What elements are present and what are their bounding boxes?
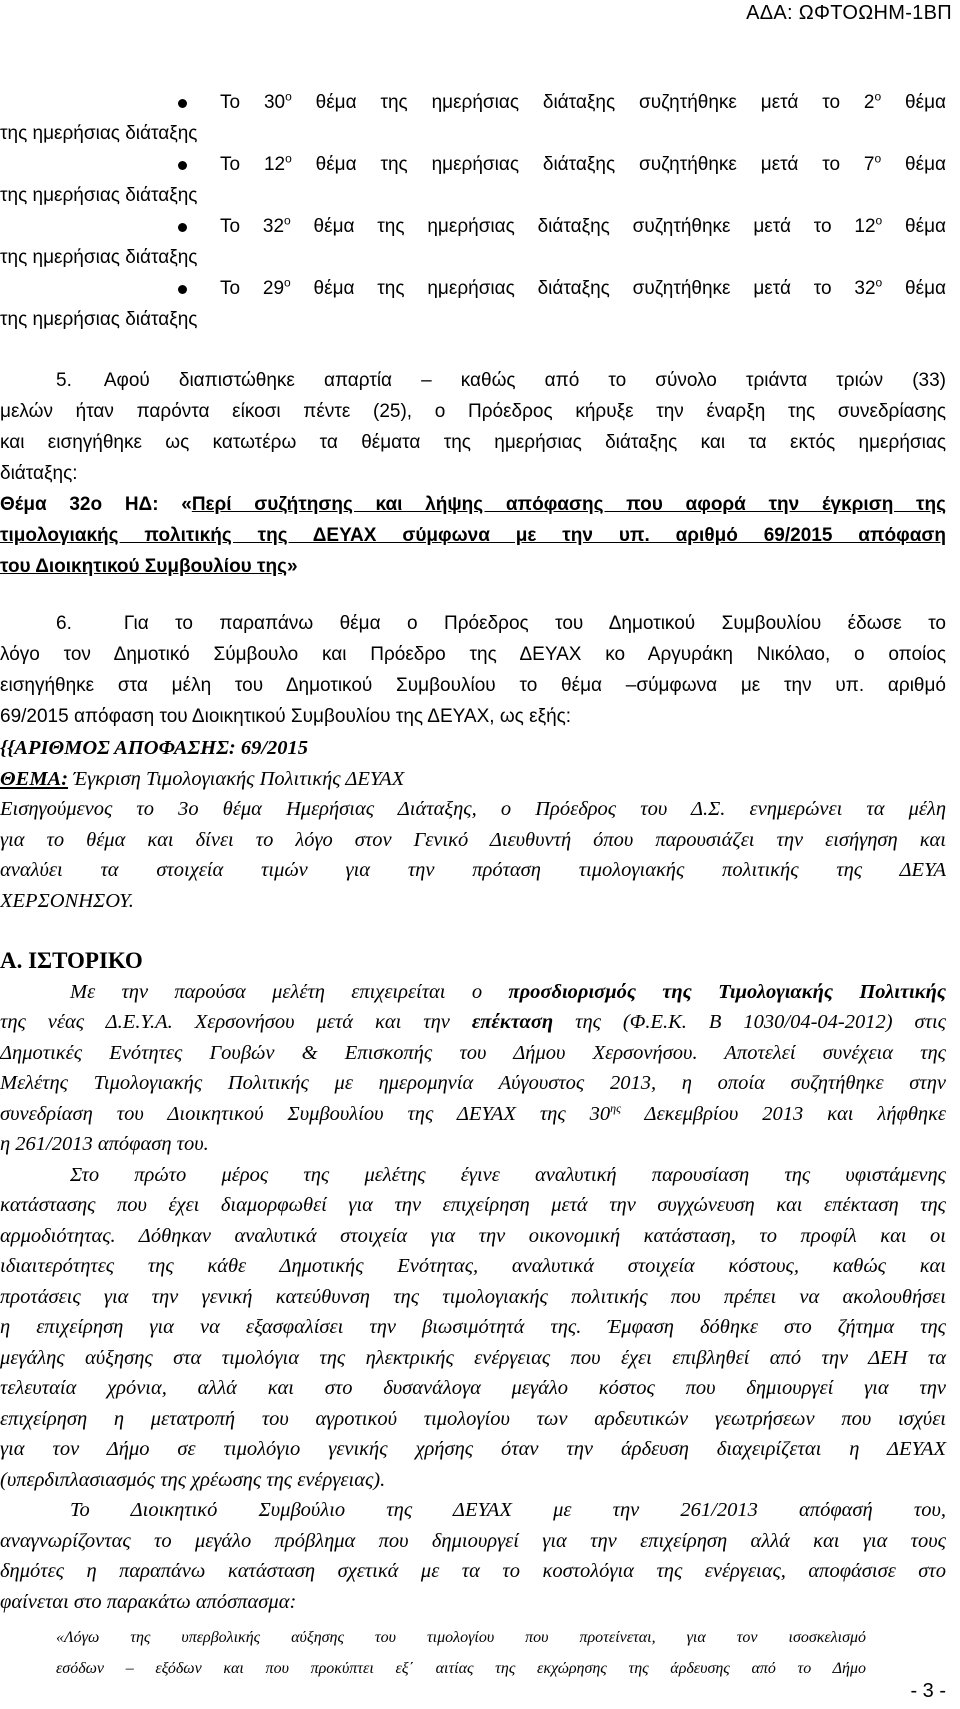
bullet-icon <box>0 212 220 242</box>
bullet-item: Το $29^o$ θέμα της ημερήσιας διάταξης συζητήθηκε μετά το $32^o$ θέμα της ημερήσιας διάταξης <box>0 274 946 335</box>
quote-block: «Λόγω της υπερβολικής αύξησης του τιμολογίου που προτείνεται, για τον ισοσκελισμό εσόδων – εξόδων και που προκύπτει εξ΄ αιτίας της εκχώρησης της άρδευσης από το Δήμο <box>56 1629 866 1677</box>
document-body <box>0 88 946 1684</box>
bullet-item: Το $30^o$ θέμα της ημερήσιας διάταξης συζητήθηκε μετά το $2^o$ θέμα της ημερήσιας διάταξης <box>0 88 946 149</box>
ada-header: ΑΔΑ: ΩΦΤΟΩΗΜ-1ΒΠ <box>746 2 952 24</box>
bullet-continuation: της ημερήσιας διάταξης <box>0 309 198 330</box>
agenda-item-6: 6. Για το παραπάνω θέμα ο Πρόεδρος του Δημοτικού Συμβουλίου έδωσε το λόγο τον Δημοτικό Σύμβουλο και Πρόεδρο της ΔΕΥΑΧ κο Αργυράκη Νικόλαο, ο οποίος εισηγήθηκε στα μέλη του Δημοτικού Συμβουλίου το θέμα –σύμφωνα με την υπ. αριθμό 69/2015 απόφαση του Διοικητικού Συμβουλίου της ΔΕΥΑΧ, ως εξής: <box>0 613 946 727</box>
decision-number: {{ΑΡΙΘΜΟΣ ΑΠΟΦΑΣΗΣ: 69/2015 <box>0 737 309 759</box>
history-section: Α. ΙΣΤΟΡΙΚΟ Με την παρούσα μελέτη επιχειρείται ο προσδιορισμός της Τιμολογιακής Πολιτικής της νέας Δ.Ε.Υ.Α. Χερσονήσου μετά και την επέκταση της (Φ.Ε.Κ. Β 1030/04-04-2012) στις Δημοτικές Ενότητες Γουβών & Επισκοπής του Δήμου Χερσονήσου. Αποτελεί συνέχεια της Μελέτης Τιμολογιακής Πολιτικής με ημερομηνία Αύγουστος 2013, η οποία συζητήθηκε στην συνεδρίαση του Διοικητικού Συμβουλίου της ΔΕΥΑΧ της $30^{\eta\varsigma}$ Δεκεμβρίου 2013 και λήφθηκε η 261/2013 απόφαση του. Στο πρώτο μέρος της μελέτης έγινε αναλυτική παρουσίαση της υφιστάμενης κατάστασης που έχει διαμορφωθεί για την επιχείρηση μετά την συγχώνευση και επέκταση της αρμοδιότητας. Δόθηκαν αναλυτικά στοιχεία για την οικονομική κατάσταση, το προφίλ και οι ιδιαιτερότητες της κάθε Δημοτικής Ενότητας, αναλυτικά στοιχεία κόστους, καθώς και προτάσεις για την γενική κατεύθυνση της τιμολογιακής πολιτικής που πρέπει να ακολουθήσει η επιχείρηση για να εξασφαλίσει την βιωσιμότητά της. Έμφαση δόθηκε στο ζήτημα της μεγάλης αύξησης στα τιμολόγια της ηλεκτρικής ενέργειας που έχει επιβληθεί από την ΔΕΗ τα τελευταία χρόνια, αλλά και στο δυσανάλογα μεγάλο κόστος που δημιουργεί για την επιχείρηση η μετατροπή του αγροτικού τιμολογίου των αρδευτικών γεωτρήσεων που ισχύει για τον Δήμο σε τιμολόγιο γενικής χρήσης όταν την άρδευση διαχειρίζεται η ΔΕΥΑΧ (υπερδιπλασιασμός της χρέωσης της ενέργειας). Το Διοικητικό Συμβούλιο της ΔΕΥΑΧ με την 261/2013 απόφασή του, αναγνωρίζοντας το μεγάλο πρόβλημα που δημιουργεί για την επιχείρηση αλλά και για τους δημότες η παραπάνω κατάσταση σχετικά με τα το κοστολόγια της ενέργειας, αποφάσισε στο φαίνεται στο παρακάτω απόσπασμα: «Λόγω της υπερβολικής αύξησης του τιμολογίου που προτείνεται, για τον ισοσκελισμό εσόδων – εξόδων και που προκύπτει εξ΄ αιτίας της εκχώρησης της άρδευσης από το Δήμο <box>0 946 946 1684</box>
item-number: 6. <box>56 613 72 634</box>
page-number: - 3 - <box>910 1680 946 1702</box>
bullet-item: Το $32^o$ θέμα της ημερήσιας διάταξης συζητήθηκε μετά το $12^o$ θέμα της ημερήσιας διάταξης <box>0 212 946 273</box>
subject-line: Θέμα 32ο ΗΔ: «Περί συζήτησης και λήψης απόφασης που αφορά την έγκριση της <box>0 494 946 515</box>
section-heading: Α. ΙΣΤΟΡΙΚΟ <box>0 948 143 973</box>
bullet-list <box>0 88 946 335</box>
decision-block: {{ΑΡΙΘΜΟΣ ΑΠΟΦΑΣΗΣ: 69/2015 ΘΕΜΑ: Έγκριση Τιμολογιακής Πολιτικής ΔΕΥΑΧ Εισηγούμενος το 3ο θέμα Ημερήσιας Διάταξης, ο Πρόεδρος του Δ.Σ. ενημερώνει τα μέλη για το θέμα και δίνει το λόγο στον Γενικό Διευθυντή όπου παρουσιάζει την εισήγηση και αναλύει τα στοιχεία τιμών για την πρόταση τιμολογιακής πολιτικής της ΔΕΥΑ ΧΕΡΣΟΝΗΣΟΥ. <box>0 733 946 916</box>
agenda-item-5: 5. Αφού διαπιστώθηκε απαρτία – καθώς από το σύνολο τριάντα τριών (33) μελών ήταν παρόντα είκοσι πέντε (25), ο Πρόεδρος κήρυξε την έναρξη της συνεδρίασης και εισηγήθηκε ως κατωτέρω τα θέματα της ημερήσιας διάταξης και τα εκτός ημερήσιας διάταξης: Θέμα 32ο ΗΔ: «Περί συζήτησης και λήψης απόφασης που αφορά την έγκριση της τιμολογιακής πολιτικής της ΔΕΥΑΧ σύμφωνα με την υπ. αριθμό 69/2015 απόφαση του Διοικητικού Συμβουλίου της» <box>0 370 946 577</box>
bullet-icon <box>0 150 220 180</box>
decision-subject: ΘΕΜΑ: Έγκριση Τιμολογιακής Πολιτικής ΔΕΥΑΧ <box>0 767 405 790</box>
bullet-icon <box>0 88 220 118</box>
bullet-continuation: της ημερήσιας διάταξης <box>0 247 198 268</box>
bullet-icon <box>0 274 220 304</box>
bullet-item: Το $12^o$ θέμα της ημερήσιας διάταξης συζητήθηκε μετά το $7^o$ θέμα της ημερήσιας διάταξης <box>0 150 946 211</box>
bullet-continuation: της ημερήσιας διάταξης <box>0 185 198 206</box>
bullet-continuation: της ημερήσιας διάταξης <box>0 123 198 144</box>
item-number: 5. <box>56 370 72 391</box>
